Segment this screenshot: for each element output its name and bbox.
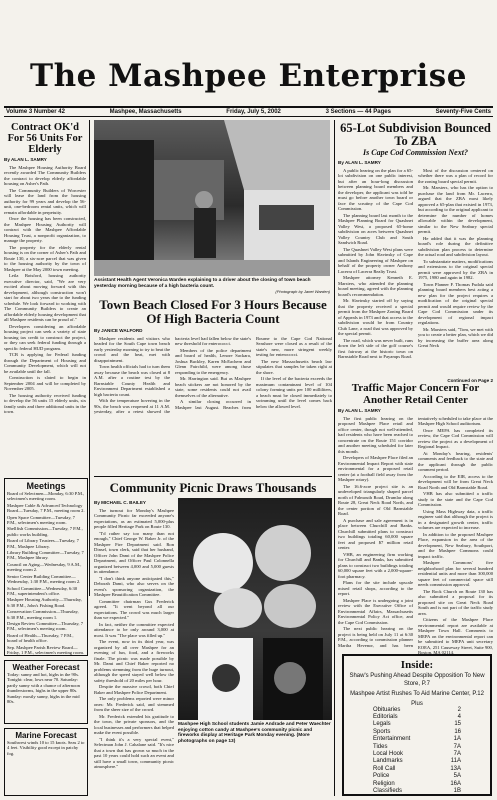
story-body bbox=[4, 165, 86, 415]
meeting-item: Senior Center Building Committee—Wednesday, 1:30 P.M., meeting room 2. bbox=[7, 573, 81, 585]
picnic-photo bbox=[178, 498, 332, 720]
paragraph: A similar closing occurred in Mashpee last August. Beaches from Bourne to the Cape Cod National Seashore were closed as a result of the state's new, more stringent weekly testing for enterococci. bbox=[175, 335, 332, 410]
beach-closing-photo bbox=[94, 120, 330, 276]
paragraph: Mr. Harrington said. But as Mashpee beach stickers are not honored by the state, some residents could not avail themselves of the alternative. bbox=[175, 376, 251, 398]
marine-box bbox=[4, 728, 88, 796]
paragraph: In fact, neither the committee expected attendance to be only around 3,000 at most. It was "The place was filled up." bbox=[94, 621, 174, 638]
meeting-item: Shellfish Commission—Tuesday, 7 P.M., public works building. bbox=[7, 526, 83, 537]
paragraph: The housing authority received funding to develop the 56 units 15 elderly units, six family units and three additional units in the town. bbox=[4, 392, 86, 414]
box-title: Weather Forecast bbox=[12, 663, 80, 672]
paragraph: Construction is slated to begin in September 2004 and will be completed by November 2005. bbox=[4, 375, 86, 391]
index-label: Editorials bbox=[373, 713, 398, 720]
picnic-headline-wrap bbox=[94, 480, 332, 498]
index-row[interactable] bbox=[373, 721, 461, 728]
meeting-item: Conservation Commission—Thursday, 6:30 P.M., meeting room 1. bbox=[7, 609, 79, 620]
index-row[interactable] bbox=[373, 781, 461, 788]
paragraph: VHB has also submitted a traffic study to the state and the Cape Cod Commission. bbox=[418, 491, 493, 507]
beach-closed-story bbox=[94, 298, 332, 474]
story-body bbox=[94, 336, 332, 415]
meeting-item: Mashpee Cable & Advanced Technology Board—Tuesday, 7 P.M., meeting room 2. bbox=[7, 502, 85, 514]
marine-text: Southwest winds 10 to 15 knots. Seas 2 to 4 feet. Visibility good except in patchy fog. bbox=[7, 740, 85, 756]
photo-illustration bbox=[94, 120, 330, 276]
meeting-item: Board of Library Trustees—Tuesday, 7 P.M., Mashpee Library. bbox=[7, 538, 79, 549]
paragraph: Once the housing has been constructed, the Mashpee Housing Authority will contract with the Mashpee Affordable Housing Trust, a nonprofit organization, to manage the property. bbox=[4, 216, 86, 243]
paragraph: Leila Botsford, housing authority executive director, said, "We are very excited about moving forward with this development, although construction won't start for about two years due to the funding schedule. We look forward to working with The Community Builders to create an affordable elderly housing development that all Mashpee residents can be proud of." bbox=[4, 273, 86, 322]
column-divider bbox=[89, 120, 90, 596]
story-headline: Town Beach Closed For 3 Hours Because Of High Bacteria Count bbox=[99, 297, 327, 326]
story-body bbox=[94, 508, 174, 770]
index-row[interactable] bbox=[373, 758, 461, 765]
index-label: Classifieds bbox=[373, 787, 403, 794]
meetings-box bbox=[4, 478, 88, 656]
index-page: 1B bbox=[453, 787, 461, 794]
index-label: Religion bbox=[373, 780, 395, 787]
meeting-item: Open Space Committee—Tuesday, 7 P.M., selectmen's meeting room. bbox=[7, 514, 75, 526]
weather-box bbox=[4, 660, 88, 724]
picnic-story bbox=[94, 498, 174, 798]
byline: By JANICE WALFORD bbox=[94, 328, 143, 333]
paragraph: Despite the massive crowd, both Chief Baker and Mashpee Police Department. bbox=[94, 684, 174, 695]
paragraph: Using Mass Highway data, a traffic engineer said that although the project is in a designated growth center, traffic volumes are expected to increase. bbox=[418, 508, 493, 530]
caption-text: Assistant Health Agent Veronica Warden explaining to a driver about the closing of town beach yesterday morning because of a high bacteria count. bbox=[94, 278, 311, 289]
index-row[interactable] bbox=[373, 714, 461, 721]
continued-link[interactable]: Continued on Page 2 bbox=[447, 377, 493, 383]
paragraph: Developers of Mashpee Place filed an Environmental Impact Report with state environmental for a proposed retail center (at a football field away from the Mashpee rotary). bbox=[338, 455, 413, 482]
paragraph: The next public hearing on the project is being held on July 11 at 6:30 P.M., according to commission planner Martha Hevenor, and has been tentatively scheduled to take place at the Mashpee High School auditorium. bbox=[338, 415, 493, 648]
meeting-item: Board of Health—Thursday, 7 P.M., board of health office. bbox=[7, 632, 74, 644]
index-row[interactable] bbox=[373, 744, 461, 751]
paragraph: Plans for the site include upscale mixed retail shops, according to the report. bbox=[338, 580, 413, 596]
index-page: 4 bbox=[457, 713, 461, 720]
paragraph: Committee chairman Gus Frederick agreed. "It went beyond all our expectations. The crowd was much larger than we expected." bbox=[94, 598, 174, 620]
meeting-item: Board of Selectmen—Monday, 6:30 P.M., selectmen's meeting room. bbox=[7, 491, 85, 502]
paragraph: The only problems reported were minor ones: Mr. Frederick said, and stemmed from the sheer size of the crowd. bbox=[94, 696, 174, 712]
story-body bbox=[338, 168, 493, 378]
paragraph: The road, which was never built, runs down the left side of the golf course's first fairway at the historic town on Barnstable Road next to Payamps Road. bbox=[338, 337, 413, 359]
paragraph: Developers considering an affordable housing project can seek a variety of state housing tax credit to construct the project, or they can seek federal funding through a specific federal HUD program. bbox=[4, 323, 86, 351]
index-page: 16A bbox=[450, 780, 461, 787]
teaser-2[interactable]: Mashpee Artist Rushes To Aid Marine Center, P.12 bbox=[350, 691, 484, 697]
index-label: Tides bbox=[373, 743, 388, 750]
paragraph: To substantiate matters, modifications and extensions to the original special permit were approved by the ZBA in 1975, 1980 and again in 1982. bbox=[418, 258, 493, 280]
index-row[interactable] bbox=[373, 766, 461, 773]
photo-caption bbox=[94, 278, 330, 295]
meeting-item: Library Building Committee—Tuesday, 7 P.M., Mashpee library. bbox=[7, 550, 84, 561]
index-label: Sports bbox=[373, 728, 391, 735]
paragraph: Town health officials had to turn them away because the beach was closed at 8 A.M. after a routine test by the Barnstable County Health and Environment Department established a high bacteria count. bbox=[94, 364, 170, 397]
info-bar bbox=[4, 106, 493, 117]
paragraph: The new Massachusetts beach law stipulates that samples be taken right at the shore. bbox=[256, 358, 332, 375]
byline: By ALAN L. SAMRY bbox=[4, 157, 47, 162]
meeting-item: Council on Aging—Wednesday, 9 A.M., meeting room 2. bbox=[7, 561, 82, 573]
byline: By ALAN L. SAMRY bbox=[338, 408, 381, 413]
paragraph: Mashpee Commons' five neighborhood plan for several hundred residential units and more than 300,000 square feet of commercial space still needs commission approval. bbox=[418, 560, 493, 587]
subdivision-story bbox=[338, 121, 493, 383]
section-index bbox=[347, 707, 487, 796]
story-headline: Community Picnic Draws Thousands bbox=[109, 480, 317, 495]
section-count: 3 Sections — 44 Pages bbox=[325, 109, 391, 115]
paragraph: The turnout for Monday's Mashpee Community Picnic far exceeded anyone's expectations, as an estimated 5,000-plus people filled Heritage Park on Route 130. bbox=[94, 507, 174, 529]
paragraph: He added that it was the planning board's role during the definitive subdivision plan process to determine the actual road and subdivision layout. bbox=[418, 235, 493, 257]
issue-date: Friday, July 5, 2002 bbox=[226, 109, 281, 115]
paragraph: TCB is applying for Federal funding through the Department of Housing and Community Development, which will not be available until the fall. bbox=[4, 352, 86, 374]
paragraph: If the level of the bacteria exceeds the maximum contaminant level of 104 colony forming units per 100 milliliters, a beach must be closed immediately to swimming until the level comes back below the allowed level. bbox=[256, 376, 332, 409]
story-headline: 65-Lot Subdivision Bounced To ZBA bbox=[340, 121, 491, 148]
index-page: 7A bbox=[453, 750, 461, 757]
masthead bbox=[4, 6, 493, 106]
box-title: Inside: bbox=[400, 659, 434, 671]
paragraph: A purchase and sale agreement is in place between Churchill and Banks. Churchill submitted plans to construct two buildings totaling 60,000 square feet and proposed $7 million retail center. bbox=[338, 517, 413, 550]
index-label: Roll Call bbox=[373, 765, 396, 772]
index-page: 15 bbox=[454, 721, 461, 728]
index-page: 11A bbox=[450, 758, 461, 765]
photo-caption bbox=[178, 722, 332, 744]
box-title: Meetings bbox=[26, 481, 66, 491]
index-row[interactable] bbox=[373, 773, 461, 780]
paragraph: At Monday's hearing, residents' comments and feedback to the state and the applicant through the public comment period. bbox=[418, 450, 493, 472]
paragraph: The first public hearing on the proposed Mashpee Place retail and office center, though not well-attended, had residents who have been reached to concentrate on the Route 151 corridor and another meeting scheduled for later this month. bbox=[338, 415, 413, 454]
index-page: 7A bbox=[453, 743, 461, 750]
paragraph: Most of the discussion centered on whether there was a plan of record for the zoning board special permit. bbox=[418, 167, 493, 184]
meeting-item: Sep. Mashpee Parish Review Board—Friday, 1 P.M., selectmen's meeting room. bbox=[7, 644, 85, 655]
paragraph: The event, now in its third year, was organized by all over Mashpee for an evening of fun, food, and a fireworks finale. The picnic was made possible by Mr. Dami and Chief Baker reported no problems stemming from the huge turnout, although the speed stayed well below the safety threshold of 20 miles per hour. bbox=[94, 639, 174, 683]
index-page: 5A bbox=[453, 773, 461, 780]
meetings-list bbox=[7, 491, 85, 655]
paragraph: With the temperature hovering in the 90s, the beach was reopened at 11 A.M. yesterday, after a retest showed the bacteria level had fallen below the state's new threshold for enterococci. bbox=[94, 335, 251, 414]
paragraph: In addition to the proposed Mashpee Place, expansion in the area of the development, New Seabury, Southport, and the Mashpee Commons could impact traffic. bbox=[418, 531, 493, 559]
byline: By MICHAEL C. BAILEY bbox=[94, 500, 146, 505]
paragraph: The Community Builders of Worcester will lease the land from the housing authority for 99 years and develop the 56-unit, one-bedroom rental units, which will remain affordable in perpetuity. bbox=[4, 187, 86, 215]
index-label: Legals bbox=[373, 721, 391, 728]
index-page: 2 bbox=[457, 706, 461, 713]
index-page: 16 bbox=[454, 728, 461, 735]
paragraph: Mr. Frederick extended his gratitude to the town, the private sponsors, and the local businesses and performers that helped make the event possible. bbox=[94, 713, 174, 735]
meeting-item: Mashpee Housing Authority—Thursday, 6:30 P.M., John's Fishing Road. bbox=[7, 597, 82, 608]
caption-text: Mashpee High School students Jamie Andrade and Peter Waechter enjoying cotton candy at Mashpee's community picnic and fireworks display at Heritage Park Monday evening. (More photographs on page 13) bbox=[178, 722, 331, 744]
index-row[interactable] bbox=[373, 707, 461, 714]
photo-credit: (Photograph by Janet Warden) bbox=[275, 289, 330, 295]
story-headline: Contract OK'd For 56 Units For Elderly bbox=[7, 122, 83, 155]
paragraph: A public hearing on the plan for a 65-lot subdivision on one public interest, but after an hour-long discussion between planning board members and the developer, the applicant was told he must go before another town board or face the scrutiny of the Cape Cod Commission. bbox=[338, 167, 413, 211]
paragraph: Mr. Marsters said, "Tom, we met with you to create a better plan, which we did by increasing the buffer area along Great Neck bbox=[418, 326, 493, 348]
elderly-housing-story bbox=[4, 122, 86, 474]
index-label: Police bbox=[373, 773, 390, 780]
photo-illustration bbox=[178, 498, 332, 720]
section-divider bbox=[94, 476, 332, 477]
paragraph: Mr. Slavinsky started off by saying that the property received a special permit from the Mashpee Zoning Board of Appeals in 1973 and that access to the subdivision would be from Country Club Lane, a road that was approved by the special permit. bbox=[338, 298, 414, 336]
story-headline: Traffic Major Concern For Another Retail Center bbox=[351, 382, 480, 406]
index-label: Entertainment bbox=[373, 736, 411, 743]
paragraph: Mashpee attorney Kenneth E. Marsters, who attended the planning board meeting, agreed with the planning board's recommendation. bbox=[338, 275, 413, 297]
paragraph: The Quashnet Valley West plans were submitted by John Slavinsky of Cape and Islands Engineering of Mashpee on behalf of the property owner Anthony Lacerra of Lacerra Realty Trust. bbox=[338, 246, 413, 274]
paragraph: The Mashpee Housing Authority Board recently awarded The Community Builders the contract to develop elderly affordable housing on Asher's Path. bbox=[4, 164, 86, 186]
index-page: 13A bbox=[450, 765, 461, 772]
plus-label: Plus bbox=[411, 700, 423, 707]
meeting-item: Design Review Committee—Thursday, 7 P.M., selectmen's meeting room. bbox=[7, 620, 83, 632]
index-row[interactable] bbox=[373, 736, 461, 743]
index-page: 1A bbox=[453, 736, 461, 743]
paragraph: According to the EIR, access to the development will be from Great Neck Road North and Old Barnstable Road. bbox=[418, 473, 493, 490]
paragraph: Members of the police department and board of health, Lenore Sackara, Joshua Buckley, Karen McEachern and Glenn Fairchild, were among those responding to the emergency. bbox=[175, 347, 251, 375]
paragraph: VHB, an engineering firm working for Churchill and Banks, has submitted plans to construct two buildings totaling 60,000 square feet with a 2,000-square-foot pharmacy. bbox=[338, 551, 413, 579]
price: Seventy-Five Cents bbox=[435, 109, 491, 115]
paragraph: Mashpee residents and visitors who headed for the South Cape town beach early yesterday morning to try to beat the crowd and the heat, met with disappointment. bbox=[94, 335, 170, 363]
byline: By ALAN L. SAMRY bbox=[338, 160, 381, 165]
index-row[interactable] bbox=[373, 751, 461, 758]
column-divider bbox=[334, 120, 335, 796]
newspaper-front-page bbox=[4, 6, 493, 796]
teaser-1[interactable]: Shaw's Pushing Ahead Despite Opposition To New Store, P.7 bbox=[349, 673, 485, 687]
index-label: Local Hook bbox=[373, 750, 404, 757]
inside-box bbox=[342, 654, 492, 796]
weather-text: Today: sunny and hot, highs in the 90s. Tonight: clear, lows near 70. Saturday: partly sunny with a chance of afternoon thunderstorms, highs in the upper 80s. Sunday: mostly sunny, highs in the mid 80s. bbox=[7, 672, 80, 705]
index-label: Landmarks bbox=[373, 758, 403, 765]
paragraph: "I think it's a very special event," Selectman John J. Cahalane said. "It's nice that a town that has grown so much in the past 10 years could hold such an event and still have a small town, community picnic atmosphere." bbox=[94, 736, 174, 769]
index-row[interactable] bbox=[373, 788, 461, 795]
paragraph: The 16.6-acre project site is an undeveloped triangularly shaped parcel north of Falmouth Road, Drumlar along Route 28, Great Neck Road North, and the center portion of Old Barnstable Road. bbox=[338, 483, 413, 516]
paragraph: Town Planner F. Thomas Fudala said planning board members best acting a new plan for the project requires a modification of the original special permit and would require review by the Cape Cod Commission under its development of regional impact regulations. bbox=[418, 281, 493, 325]
paragraph: "I don't think anyone anticipated this," Deborah Dami, who also serves on the event's sponsoring organization, the Mashpee Beautification Committee. bbox=[94, 575, 174, 597]
meeting-item: School Committee—Wednesday, 6:30 P.M., superintendent's office. bbox=[7, 585, 78, 596]
paragraph: The planning board last month to the Mashpee Planning Board for Quashnet Valley West, a proposed 65-home subdivision on acres between Quashnet Valley Country Club and South Sandwich Road. bbox=[338, 212, 413, 245]
paragraph: The property for the elderly rental housing is on the corner of Asher's Path and Route 130, a six-acre parcel that was given to the housing authority by the town of Mashpee at the May 2000 town meeting. bbox=[4, 244, 86, 272]
paragraph: "I'd rather say too many than not enough," Chief George W. Baker Jr. of the Mashpee Fire Department said. Ron Dinsel, town clerk, said that her husband, Officer John Dami of the Mashpee Police Department, and Officer Paul Colonnella organized between 4,000 and 5,000 guests in attendance. bbox=[94, 530, 174, 574]
paragraph: Mr. Marsters, who has the option to purchase the land from Mr. Lacerra, argued that the ZBA most likely approved a 65-plan that existed in 1973, but according to the original applicant to determine the number of homes allowable within the development, similar to the New Seabury special permit. bbox=[418, 185, 493, 234]
traffic-story bbox=[338, 382, 493, 655]
paragraph: The Rock Church on Route 130 has also submitted a proposal for its proposed site on Great Neck Road South and is not part of the traffic study area. bbox=[418, 588, 493, 616]
paragraph: Mashpee Place is undergoing a joint review with the Executive Office of Environmental Affairs, Massachusetts Environmental Policy Act office, and the Cape Cod Commission. bbox=[338, 597, 413, 625]
paragraph: Once MEPA has completed its review, the Cape Cod Commission will review the project as a development of Regional Impact. bbox=[418, 427, 493, 449]
location: Mashpee, Massachusetts bbox=[109, 109, 182, 115]
volume-number: Volume 3 Number 42 bbox=[6, 109, 65, 115]
newspaper-title: The Mashpee Enterprise bbox=[30, 58, 467, 94]
story-body bbox=[338, 416, 493, 656]
box-title: Marine Forecast bbox=[15, 731, 77, 740]
index-row[interactable] bbox=[373, 729, 461, 736]
index-label: Obituaries bbox=[373, 706, 401, 713]
story-subhead: Is Cape Cod Commission Next? bbox=[363, 148, 468, 157]
paragraph: Citizens of the Mashpee Place environmental report are available at Mashpee Town Hall. Comments to MEPA on the environmental report can be submitted to MEPA unit secretary EOEA, 251 Causeway Street, Suite 900, Boston, MA 02114. bbox=[418, 617, 493, 655]
